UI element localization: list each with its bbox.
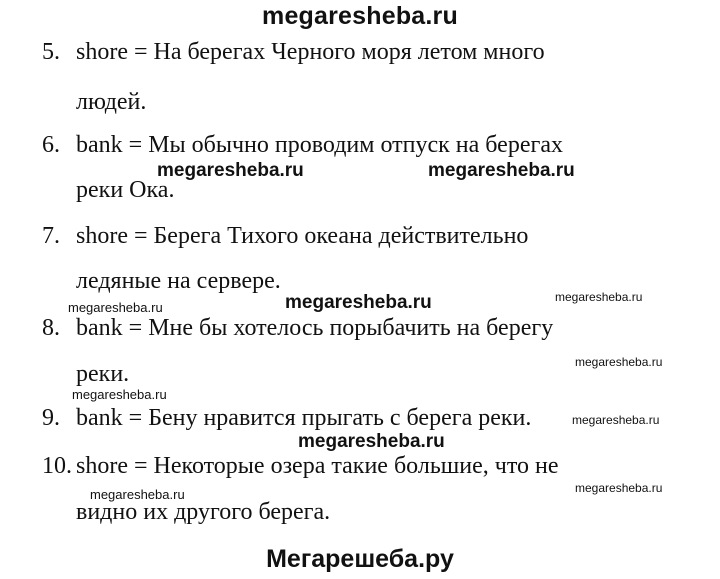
watermark: megaresheba.ru xyxy=(575,355,663,369)
item-6-line1: bank = Мы обычно проводим отпуск на берегах xyxy=(76,132,563,158)
item-number-10: 10. xyxy=(42,453,72,479)
item-7-line2: ледяные на сервере. xyxy=(76,268,281,294)
item-number-5: 5. xyxy=(42,39,60,65)
watermark: megaresheba.ru xyxy=(157,160,304,181)
site-header: megaresheba.ru xyxy=(262,2,458,30)
watermark: megaresheba.ru xyxy=(298,431,445,452)
watermark: megaresheba.ru xyxy=(68,300,163,315)
watermark: megaresheba.ru xyxy=(555,290,643,304)
item-number-8: 8. xyxy=(42,315,60,341)
site-footer: Мегарешеба.ру xyxy=(266,545,454,573)
item-number-6: 6. xyxy=(42,132,60,158)
watermark: megaresheba.ru xyxy=(575,481,663,495)
item-7-line1: shore = Берега Тихого океана действительно xyxy=(76,223,529,249)
item-8-line2: реки. xyxy=(76,361,130,387)
watermark: megaresheba.ru xyxy=(72,387,167,402)
item-6-line2: реки Ока. xyxy=(76,177,175,203)
item-number-7: 7. xyxy=(42,223,60,249)
item-10-line2: видно их другого берега. xyxy=(76,499,331,525)
item-5-line1: shore = На берегах Черного моря летом много xyxy=(76,39,545,65)
watermark: megaresheba.ru xyxy=(428,160,575,181)
item-8-line1: bank = Мне бы хотелось порыбачить на берегу xyxy=(76,315,554,341)
item-number-9: 9. xyxy=(42,405,60,431)
watermark: megaresheba.ru xyxy=(285,292,432,313)
watermark: megaresheba.ru xyxy=(90,487,185,502)
item-10-line1: shore = Некоторые озера такие большие, что не xyxy=(76,453,559,479)
item-5-line2: людей. xyxy=(76,89,147,115)
item-9-line1: bank = Бену нравится прыгать с берега реки. xyxy=(76,405,532,431)
watermark: megaresheba.ru xyxy=(572,413,660,427)
